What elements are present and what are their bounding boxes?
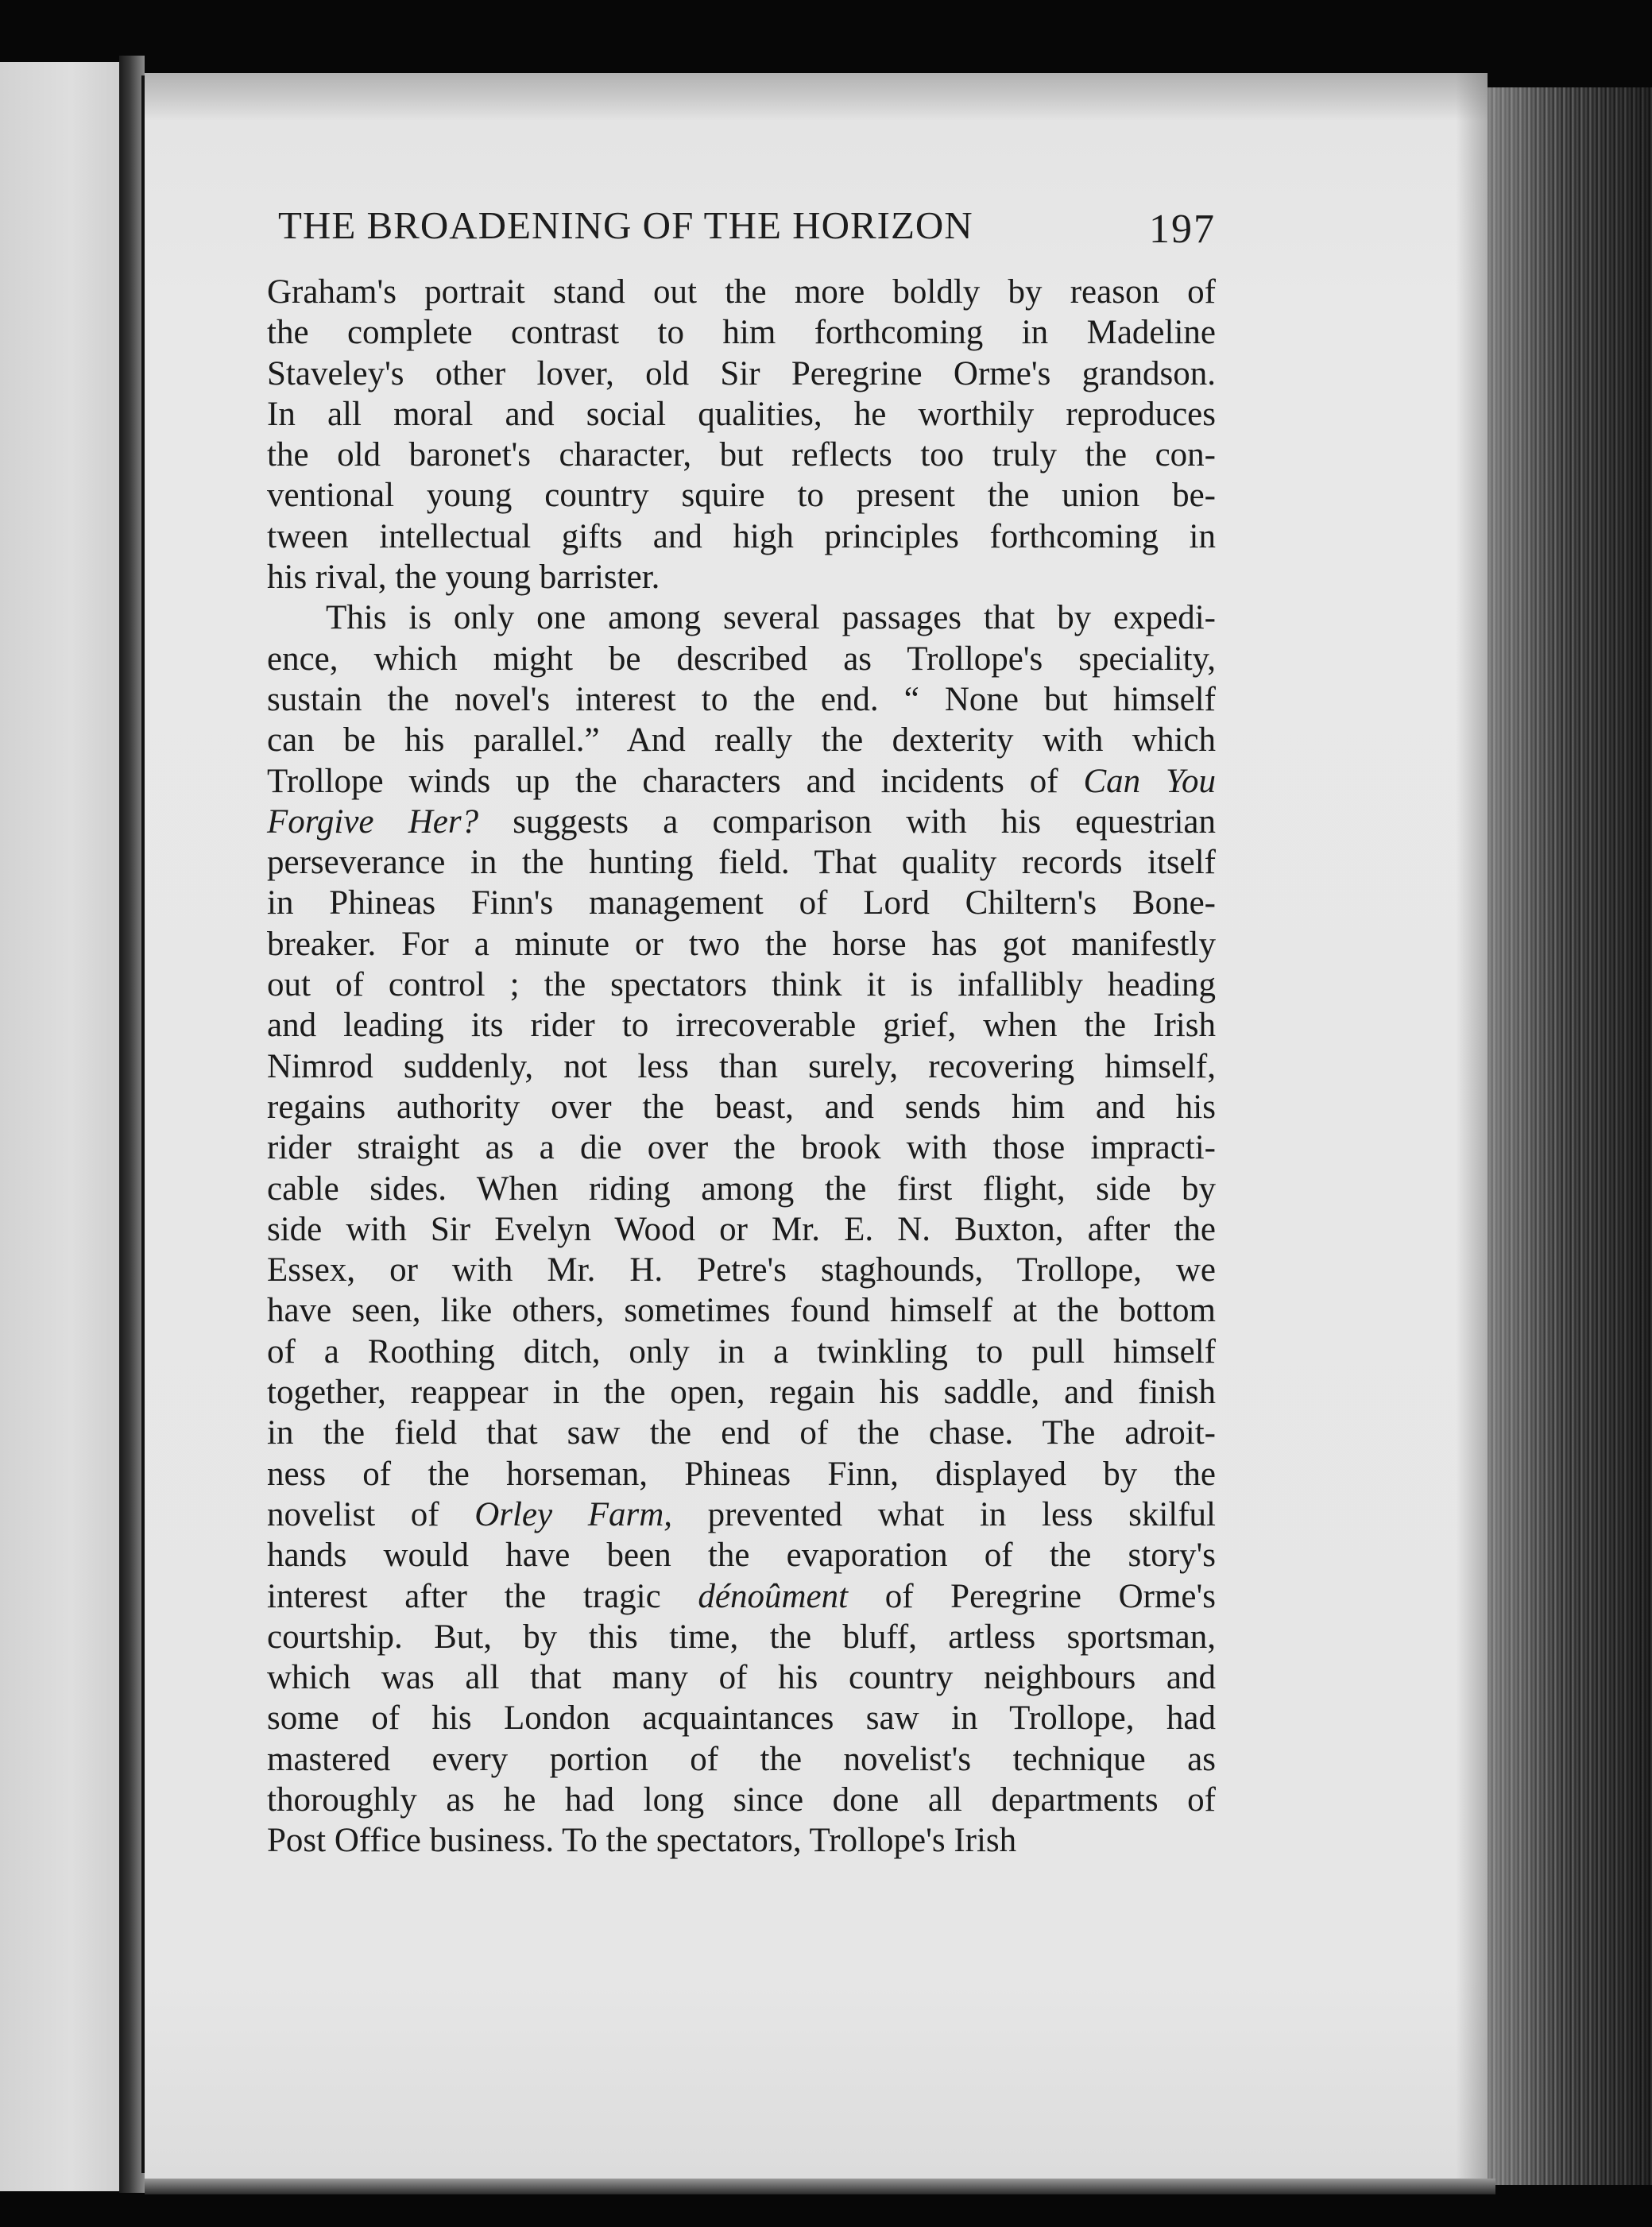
- line-text: of Peregrine Orme's: [848, 1577, 1216, 1615]
- text-line: together, reappear in the open, regain his saddle, and finish: [267, 1374, 1216, 1412]
- italic-title: Can You: [1083, 762, 1216, 800]
- text-line: [267, 761, 1216, 802]
- italic-title: Forgive Her?: [267, 802, 479, 841]
- body-text: [267, 272, 1216, 1862]
- text-line: and leading its rider to irrecoverable grief, when the Irish: [267, 1007, 1216, 1045]
- text-line: in the field that saw the end of the chase. The adroit-: [267, 1414, 1216, 1452]
- text-line: In all moral and social qualities, he worthily reproduces: [267, 395, 1216, 433]
- text-line: ventional young country squire to present the union be-: [267, 477, 1216, 515]
- page-bottom-edge: [145, 2179, 1495, 2194]
- text-line: have seen, like others, sometimes found himself at the bottom: [267, 1292, 1216, 1330]
- text-line: Graham's portrait stand out the more boldly by reason of: [267, 273, 1216, 311]
- paragraph-2: [267, 597, 1216, 1861]
- running-head: THE BROADENING OF THE HORIZON: [278, 203, 973, 247]
- line-text: suggests a comparison with his equestrian: [478, 802, 1216, 841]
- text-line: mastered every portion of the novelist's technique as: [267, 1740, 1216, 1778]
- text-line: breaker. For a minute or two the horse has got manifestly: [267, 925, 1216, 963]
- text-line: hands would have been the evaporation of the story's: [267, 1537, 1216, 1575]
- text-line: of a Roothing ditch, only in a twinkling to pull himself: [267, 1332, 1216, 1371]
- text-line: ence, which might be described as Trollope's speciality,: [267, 640, 1216, 678]
- text-line: Nimrod suddenly, not less than surely, recovering himself,: [267, 1047, 1216, 1085]
- text-line: [267, 1494, 1216, 1535]
- text-line: ness of the horseman, Phineas Finn, displayed by the: [267, 1455, 1216, 1493]
- line-text: prevented what in less skilful: [672, 1495, 1217, 1533]
- text-line: perseverance in the hunting field. That quality records itself: [267, 844, 1216, 882]
- text-line: Staveley's other lover, old Sir Peregrine Orme's grandson.: [267, 354, 1216, 392]
- text-line: cable sides. When riding among the first flight, side by: [267, 1170, 1216, 1208]
- text-line: the old baronet's character, but reflects too truly the con-: [267, 436, 1216, 474]
- line-text: interest after the tragic: [267, 1577, 698, 1615]
- page-header: [278, 203, 1216, 258]
- page-number: 197: [1149, 207, 1216, 252]
- text-line: out of control ; the spectators think it is infallibly heading: [267, 966, 1216, 1004]
- italic-title: dénoûment: [698, 1577, 849, 1615]
- text-line: courtship. But, by this time, the bluff, artless sportsman,: [267, 1618, 1216, 1656]
- text-line: rider straight as a die over the brook with those impracti-: [267, 1129, 1216, 1167]
- text-line: which was all that many of his country neighbours and: [267, 1659, 1216, 1697]
- text-line: thoroughly as he had long since done all departments of: [267, 1780, 1216, 1819]
- text-line: Essex, or with Mr. H. Petre's staghounds, Trollope, we: [267, 1251, 1216, 1289]
- text-line: tween intellectual gifts and high principles forthcoming in: [267, 517, 1216, 555]
- text-line: sustain the novel's interest to the end. “ None but himself: [267, 680, 1216, 718]
- text-line: [267, 1576, 1216, 1617]
- line-text: Trollope winds up the characters and incidents of: [267, 762, 1084, 800]
- text-line: side with Sir Evelyn Wood or Mr. E. N. Buxton, after the: [267, 1210, 1216, 1248]
- line-text: novelist of: [267, 1495, 475, 1533]
- text-line: regains authority over the beast, and sends him and his: [267, 1088, 1216, 1126]
- text-line: [267, 802, 1216, 842]
- text-line: some of his London acquaintances saw in Trollope, had: [267, 1699, 1216, 1738]
- italic-title: Orley Farm,: [474, 1495, 673, 1533]
- text-line: the complete contrast to him forthcoming in Madeline: [267, 314, 1216, 352]
- text-line: in Phineas Finn's management of Lord Chiltern's Bone-: [267, 884, 1216, 922]
- fore-edge-shading: [1488, 87, 1652, 2185]
- text-line: his rival, the young barrister.: [267, 559, 660, 597]
- text-line: Post Office business. To the spectators, Trollope's Irish: [267, 1822, 1017, 1860]
- paragraph-1: [267, 272, 1216, 597]
- text-line: can be his parallel.” And really the dexterity with which: [267, 721, 1216, 760]
- facing-page-edge: [0, 62, 119, 2191]
- text-line: This is only one among several passages that by expedi-: [326, 599, 1216, 637]
